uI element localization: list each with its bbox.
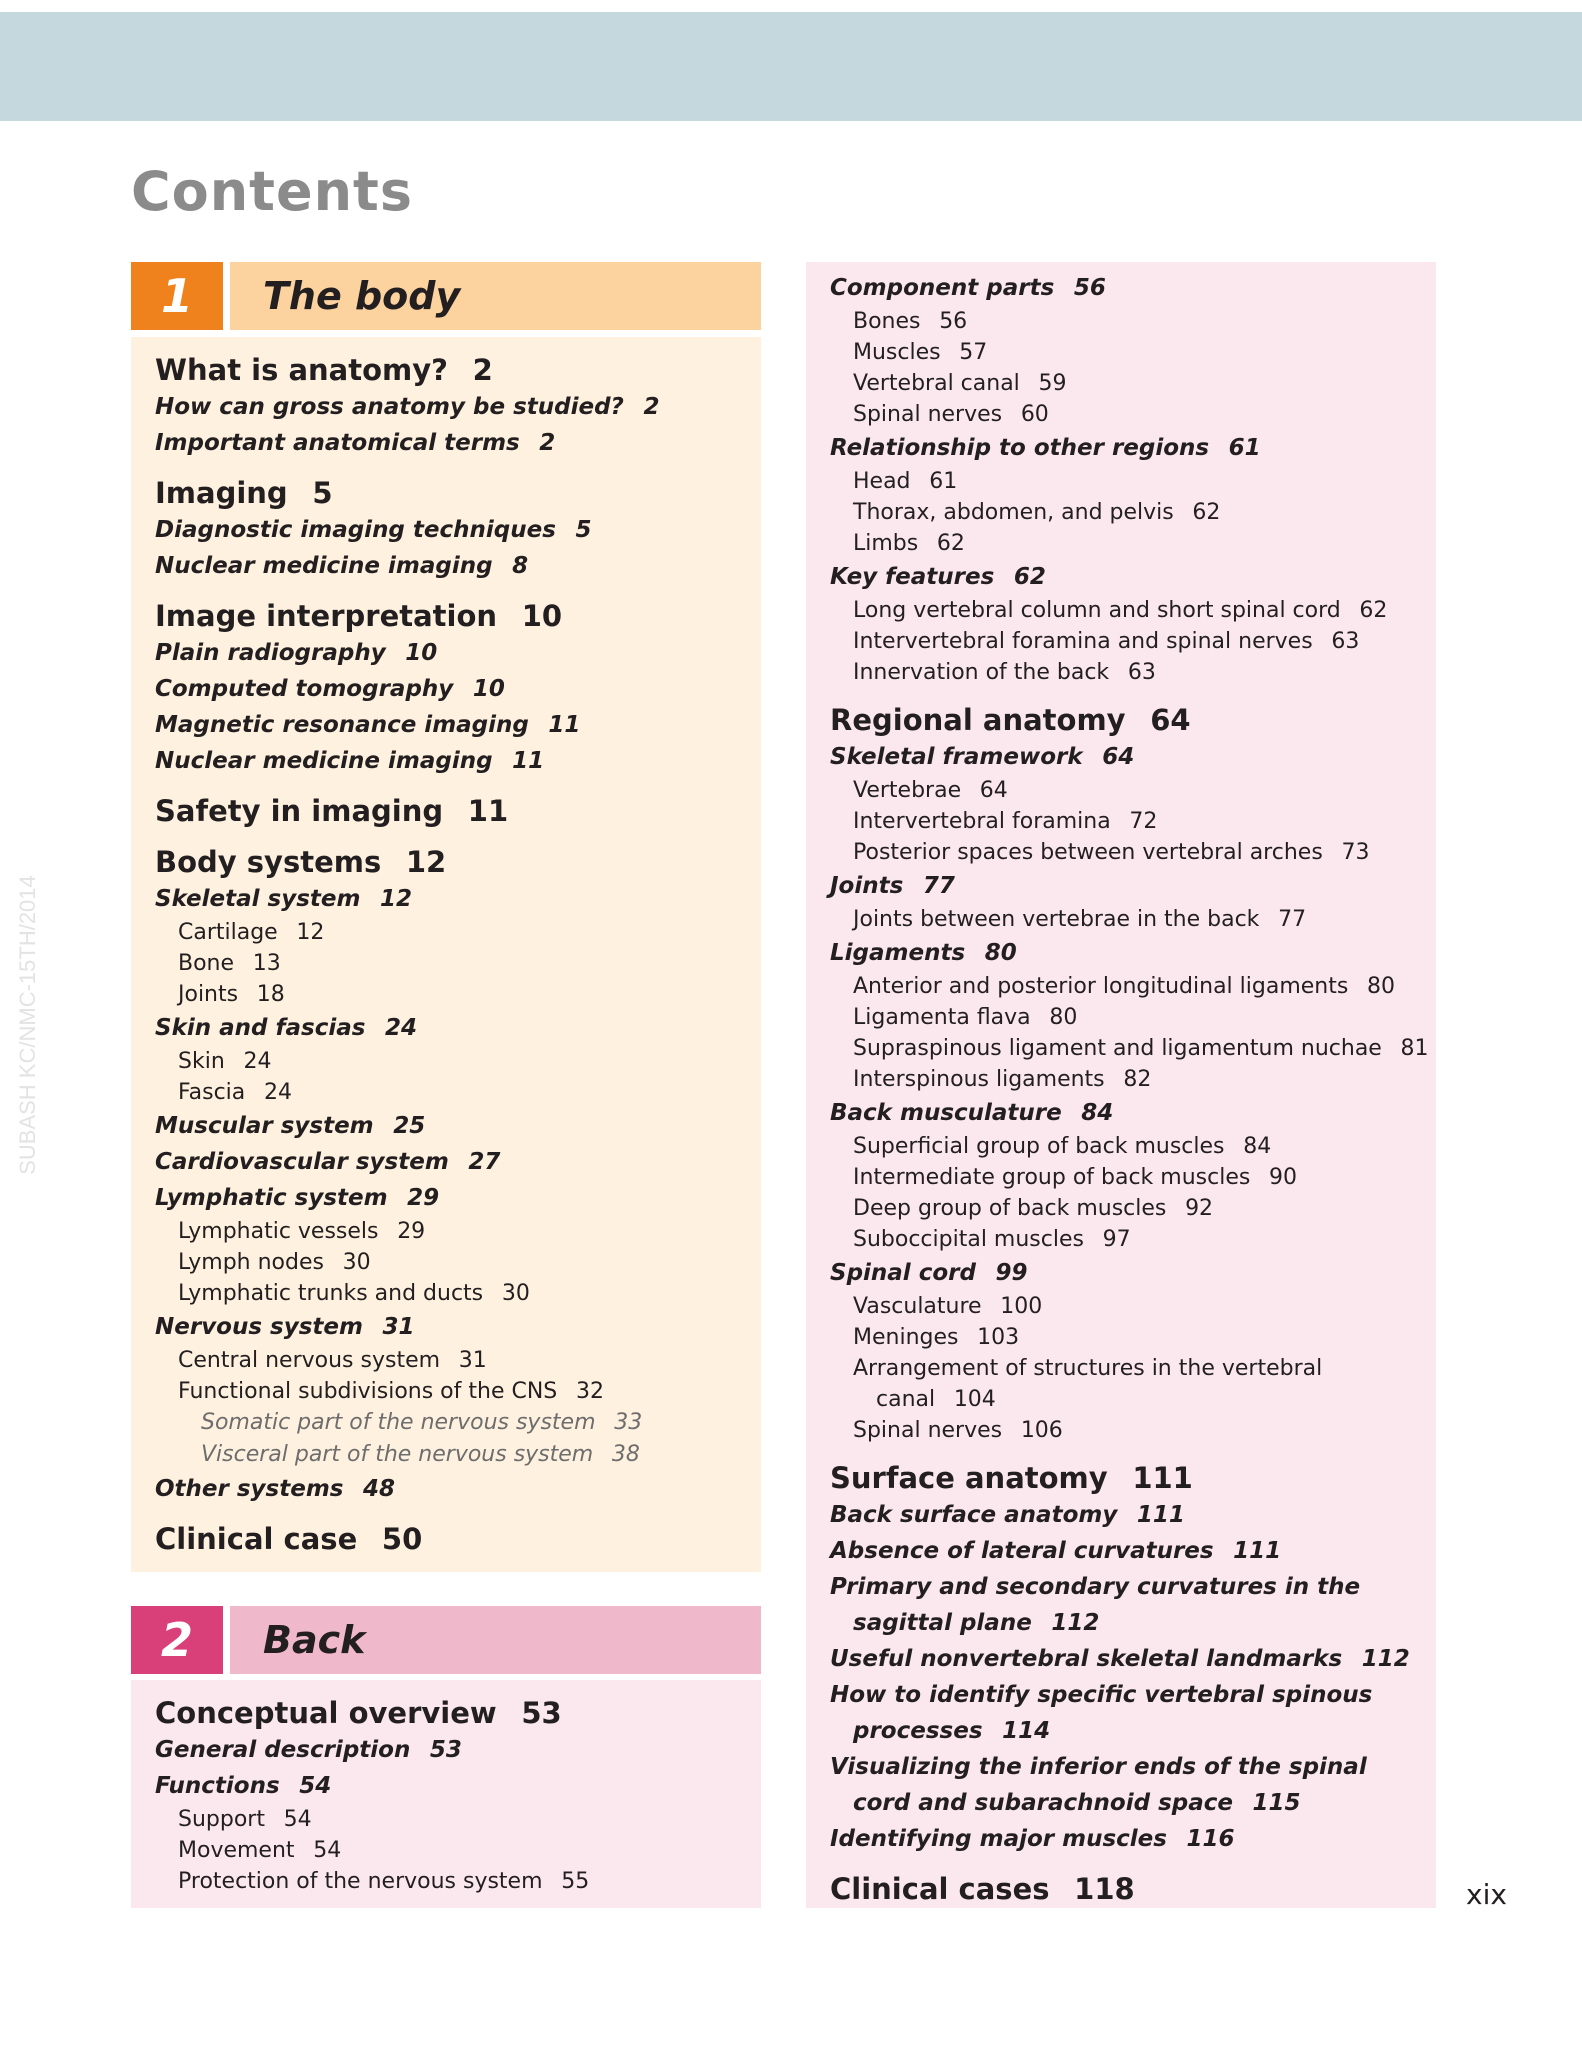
toc-entry-title: Lymphatic system: [155, 1185, 388, 1211]
toc-entry-title: Thorax, abdomen, and pelvis: [853, 500, 1174, 525]
toc-entry-page: 63: [1127, 660, 1156, 685]
toc-entry-title: Deep group of back muscles: [853, 1196, 1167, 1221]
toc-entry[interactable]: [830, 868, 1426, 904]
toc-entry-page: 31: [382, 1314, 415, 1340]
toc-entry-title: Joints: [178, 982, 239, 1007]
toc-entry-title: Relationship to other regions: [830, 435, 1210, 461]
toc-entry-page: 30: [342, 1250, 371, 1275]
toc-entry[interactable]: [830, 1569, 1426, 1641]
toc-entry[interactable]: [155, 474, 751, 512]
toc-entry-page: 80: [1367, 974, 1396, 999]
toc-entry-page: 2: [472, 353, 493, 387]
toc-entry-page: 82: [1123, 1067, 1152, 1092]
toc-entry[interactable]: [830, 806, 1426, 837]
toc-entry-title: Spinal nerves: [853, 1418, 1003, 1443]
toc-entry-title: Somatic part of the nervous system: [201, 1410, 596, 1435]
toc-entry-page: 62: [1013, 564, 1046, 590]
toc-entry-title: Ligamenta flava: [853, 1005, 1031, 1030]
toc-entry-page: 18: [256, 982, 285, 1007]
toc-entry[interactable]: [830, 1459, 1426, 1497]
toc-entry[interactable]: [155, 635, 751, 671]
chapter-2-contents-continued: [806, 262, 1436, 1908]
toc-entry-page: 30: [501, 1281, 530, 1306]
toc-entry[interactable]: [830, 368, 1426, 399]
toc-entry-page: 56: [939, 309, 968, 334]
toc-entry[interactable]: [155, 671, 751, 707]
toc-entry[interactable]: [155, 1010, 751, 1046]
toc-entry-title: Bone: [178, 951, 235, 976]
toc-entry-title: Lymphatic trunks and ducts: [178, 1281, 484, 1306]
page-title: Contents: [131, 160, 414, 223]
toc-entry-title: Identifying major muscles: [830, 1826, 1167, 1852]
toc-entry[interactable]: [830, 1322, 1426, 1353]
toc-entry-page: 61: [1228, 435, 1261, 461]
toc-entry-title: Cartilage: [178, 920, 278, 945]
toc-entry-page: 11: [548, 712, 581, 738]
toc-entry[interactable]: [830, 466, 1426, 497]
toc-entry-page: 25: [393, 1113, 426, 1139]
toc-entry-page: 56: [1073, 275, 1106, 301]
toc-entry-title: Magnetic resonance imaging: [155, 712, 529, 738]
watermark-text: SUBASH KC/NMC-15TH/2014: [15, 875, 40, 1175]
toc-entry[interactable]: [155, 1439, 751, 1471]
toc-entry-title: Surface anatomy: [830, 1461, 1108, 1495]
toc-entry[interactable]: [155, 1309, 751, 1345]
toc-entry-page: 29: [407, 1185, 440, 1211]
toc-entry-page: 63: [1331, 629, 1360, 654]
toc-entry-title: Meninges: [853, 1325, 959, 1350]
toc-entry-page: 62: [1192, 500, 1221, 525]
toc-entry-title: Computed tomography: [155, 676, 454, 702]
toc-entry-title: Limbs: [853, 531, 919, 556]
toc-entry-title: Vasculature: [853, 1294, 982, 1319]
page-number: xix: [1466, 1878, 1507, 1911]
toc-list: [155, 1680, 751, 1897]
toc-entry-title: Useful nonvertebral skeletal landmarks: [830, 1646, 1343, 1672]
toc-entry-page: 62: [1359, 598, 1388, 623]
toc-entry-page: 10: [521, 599, 563, 633]
toc-entry-page: 12: [296, 920, 325, 945]
toc-entry-page: 100: [1000, 1294, 1043, 1319]
toc-entry-title: Spinal nerves: [853, 402, 1003, 427]
toc-entry-title: Arrangement of structures in the vertebral canal: [853, 1356, 1323, 1412]
toc-entry-page: 10: [405, 640, 438, 666]
toc-entry-page: 73: [1341, 840, 1370, 865]
toc-entry-page: 114: [1002, 1718, 1051, 1744]
toc-entry-page: 11: [512, 748, 545, 774]
toc-entry[interactable]: [155, 1407, 751, 1439]
toc-entry-title: Absence of lateral curvatures: [830, 1538, 1214, 1564]
toc-entry[interactable]: [830, 337, 1426, 368]
toc-entry[interactable]: [155, 948, 751, 979]
toc-entry-title: Supraspinous ligament and ligamentum nuchae: [853, 1036, 1382, 1061]
toc-entry-title: Posterior spaces between vertebral arches: [853, 840, 1323, 865]
toc-entry[interactable]: [155, 1768, 751, 1804]
toc-entry-page: 2: [643, 394, 660, 420]
toc-entry[interactable]: [155, 351, 751, 389]
toc-entry-page: 54: [299, 1773, 332, 1799]
toc-entry-page: 5: [575, 517, 592, 543]
toc-entry[interactable]: [830, 1749, 1426, 1821]
toc-entry-page: 12: [380, 886, 413, 912]
toc-entry-title: Lymphatic vessels: [178, 1219, 379, 1244]
toc-entry[interactable]: [155, 597, 751, 635]
toc-entry-title: Spinal cord: [830, 1260, 976, 1286]
toc-entry[interactable]: [830, 837, 1426, 868]
toc-entry-page: 31: [458, 1348, 487, 1373]
toc-entry[interactable]: [830, 626, 1426, 657]
toc-entry[interactable]: [830, 1131, 1426, 1162]
toc-entry-title: Visceral part of the nervous system: [201, 1442, 594, 1467]
toc-entry-title: Innervation of the back: [853, 660, 1110, 685]
toc-entry-title: Nuclear medicine imaging: [155, 553, 493, 579]
toc-entry[interactable]: [155, 792, 751, 830]
toc-list: [830, 270, 1429, 1908]
toc-entry-title: Functions: [155, 1773, 280, 1799]
toc-entry[interactable]: [830, 1641, 1426, 1677]
toc-entry[interactable]: [830, 1415, 1426, 1446]
top-color-band: [0, 12, 1582, 121]
toc-entry[interactable]: [155, 707, 751, 743]
toc-entry-page: 2: [539, 430, 556, 456]
toc-entry-title: Body systems: [155, 845, 382, 879]
toc-entry-page: 59: [1038, 371, 1067, 396]
toc-entry[interactable]: [830, 1033, 1429, 1064]
toc-entry-title: Joints: [830, 873, 904, 899]
toc-entry[interactable]: [155, 1108, 751, 1144]
toc-entry-page: 27: [468, 1149, 501, 1175]
toc-entry[interactable]: [830, 430, 1426, 466]
toc-entry[interactable]: [155, 881, 751, 917]
toc-entry-page: 5: [312, 476, 333, 510]
toc-entry[interactable]: [830, 1497, 1426, 1533]
toc-entry-page: 13: [252, 951, 281, 976]
chapter-1-contents: [131, 337, 761, 1572]
toc-entry-page: 38: [611, 1442, 640, 1467]
toc-entry[interactable]: [155, 1866, 751, 1897]
toc-entry-title: Interspinous ligaments: [853, 1067, 1105, 1092]
toc-entry[interactable]: [830, 1095, 1426, 1131]
toc-entry-page: 64: [1150, 703, 1191, 737]
toc-entry-page: 32: [575, 1379, 604, 1404]
toc-entry[interactable]: [830, 1064, 1426, 1095]
toc-entry[interactable]: [155, 843, 751, 881]
toc-entry-title: Nervous system: [155, 1314, 363, 1340]
toc-entry[interactable]: [830, 1353, 1426, 1415]
toc-entry[interactable]: [155, 548, 751, 584]
toc-entry-title: Protection of the nervous system: [178, 1869, 543, 1894]
toc-entry[interactable]: [155, 1046, 751, 1077]
toc-entry[interactable]: [830, 559, 1426, 595]
toc-entry[interactable]: [155, 1077, 751, 1108]
toc-entry-title: Central nervous system: [178, 1348, 441, 1373]
toc-entry-title: Clinical cases: [830, 1872, 1050, 1906]
toc-entry-page: 11: [467, 794, 509, 828]
toc-entry[interactable]: [155, 512, 751, 548]
toc-entry-title: Movement: [178, 1838, 295, 1863]
toc-entry-title: Suboccipital muscles: [853, 1227, 1084, 1252]
toc-entry[interactable]: [830, 904, 1426, 935]
toc-entry[interactable]: [830, 306, 1426, 337]
toc-entry-title: Lymph nodes: [178, 1250, 324, 1275]
toc-entry-page: 118: [1074, 1872, 1135, 1906]
toc-entry-page: 10: [472, 676, 505, 702]
toc-entry[interactable]: [830, 657, 1426, 688]
toc-entry[interactable]: [830, 1255, 1426, 1291]
toc-entry-title: Conceptual overview: [155, 1696, 497, 1730]
toc-entry-page: 90: [1269, 1165, 1298, 1190]
toc-entry-title: Safety in imaging: [155, 794, 444, 828]
toc-entry-page: 112: [1361, 1646, 1410, 1672]
toc-entry-page: 116: [1186, 1826, 1235, 1852]
toc-entry-title: What is anatomy?: [155, 353, 448, 387]
toc-entry-page: 92: [1185, 1196, 1214, 1221]
toc-entry-page: 57: [959, 340, 988, 365]
toc-entry-title: How can gross anatomy be studied?: [155, 394, 624, 420]
toc-entry[interactable]: [155, 1694, 751, 1732]
toc-entry-title: Ligaments: [830, 940, 966, 966]
toc-entry-page: 24: [263, 1080, 292, 1105]
toc-entry[interactable]: [155, 743, 751, 779]
chapter-2-header[interactable]: [131, 1606, 761, 1674]
toc-entry-title: How to identify specific vertebral spinous processes: [830, 1682, 1373, 1744]
toc-entry[interactable]: [155, 1804, 751, 1835]
toc-entry-page: 53: [521, 1696, 562, 1730]
toc-entry-page: 55: [561, 1869, 590, 1894]
toc-entry-page: 111: [1136, 1502, 1185, 1528]
toc-entry[interactable]: [830, 528, 1426, 559]
toc-entry-title: Image interpretation: [155, 599, 498, 633]
toc-entry-page: 54: [283, 1807, 312, 1832]
toc-entry-page: 54: [313, 1838, 342, 1863]
toc-entry[interactable]: [155, 917, 751, 948]
toc-entry-page: 24: [243, 1049, 272, 1074]
toc-entry[interactable]: [830, 1193, 1426, 1224]
toc-entry-title: Cardiovascular system: [155, 1149, 449, 1175]
toc-entry-page: 77: [922, 873, 955, 899]
toc-entry-page: 103: [977, 1325, 1020, 1350]
toc-entry-page: 61: [929, 469, 958, 494]
toc-entry-title: Skin and fascias: [155, 1015, 366, 1041]
toc-entry-title: Back musculature: [830, 1100, 1062, 1126]
toc-entry-page: 24: [384, 1015, 417, 1041]
toc-entry-page: 84: [1243, 1134, 1272, 1159]
toc-entry-title: Nuclear medicine imaging: [155, 748, 493, 774]
toc-entry-page: 53: [429, 1737, 462, 1763]
toc-entry-title: Head: [853, 469, 911, 494]
toc-entry-page: 48: [363, 1476, 396, 1502]
toc-entry-title: Joints between vertebrae in the back: [853, 907, 1260, 932]
chapter-number: 2: [131, 1606, 223, 1674]
toc-entry-title: Component parts: [830, 275, 1055, 301]
toc-entry-page: 112: [1051, 1610, 1100, 1636]
chapter-number: 1: [131, 262, 223, 330]
toc-entry[interactable]: [830, 739, 1426, 775]
toc-entry-title: Functional subdivisions of the CNS: [178, 1379, 558, 1404]
toc-entry-page: 72: [1129, 809, 1158, 834]
toc-entry-page: 106: [1020, 1418, 1063, 1443]
toc-entry[interactable]: [155, 1376, 751, 1407]
toc-entry-title: Vertebral canal: [853, 371, 1020, 396]
toc-entry[interactable]: [830, 1677, 1426, 1749]
toc-entry-page: 97: [1102, 1227, 1131, 1252]
toc-entry[interactable]: [830, 1002, 1426, 1033]
toc-entry[interactable]: [830, 1162, 1426, 1193]
toc-entry-title: Muscles: [853, 340, 941, 365]
toc-entry-title: Imaging: [155, 476, 288, 510]
toc-entry[interactable]: [155, 979, 751, 1010]
toc-entry-title: Diagnostic imaging techniques: [155, 517, 556, 543]
toc-entry-title: Clinical case: [155, 1522, 358, 1556]
toc-entry-title: Vertebrae: [853, 778, 962, 803]
toc-entry-title: Visualizing the inferior ends of the spinal cord and subarachnoid space: [830, 1754, 1367, 1816]
toc-entry[interactable]: [830, 1870, 1426, 1908]
toc-entry-title: Other systems: [155, 1476, 344, 1502]
toc-entry[interactable]: [830, 775, 1426, 806]
toc-entry-page: 80: [1049, 1005, 1078, 1030]
toc-entry-page: 33: [614, 1410, 643, 1435]
toc-entry-title: Skeletal system: [155, 886, 361, 912]
toc-entry[interactable]: [155, 389, 751, 425]
toc-entry-page: 99: [995, 1260, 1028, 1286]
toc-entry-title: Anterior and posterior longitudinal ligaments: [853, 974, 1349, 999]
toc-entry-title: Muscular system: [155, 1113, 374, 1139]
toc-entry[interactable]: [155, 1345, 751, 1376]
toc-entry-page: 77: [1278, 907, 1307, 932]
toc-entry[interactable]: [155, 1471, 751, 1507]
toc-entry-page: 81: [1400, 1036, 1429, 1061]
toc-entry[interactable]: [830, 971, 1426, 1002]
toc-entry[interactable]: [830, 1224, 1426, 1255]
toc-entry-title: Skeletal framework: [830, 744, 1083, 770]
toc-entry[interactable]: [155, 425, 751, 461]
toc-entry[interactable]: [830, 595, 1426, 626]
toc-entry-page: 29: [397, 1219, 426, 1244]
toc-list: [155, 337, 751, 1558]
toc-entry-title: Back surface anatomy: [830, 1502, 1118, 1528]
toc-entry[interactable]: [155, 1278, 751, 1309]
toc-entry-title: Long vertebral column and short spinal cord: [853, 598, 1341, 623]
toc-entry-title: Intervertebral foramina and spinal nerves: [853, 629, 1313, 654]
toc-entry-page: 84: [1081, 1100, 1114, 1126]
toc-entry[interactable]: [155, 1180, 751, 1216]
toc-entry[interactable]: [155, 1247, 751, 1278]
toc-entry-title: Fascia: [178, 1080, 246, 1105]
toc-entry[interactable]: [155, 1216, 751, 1247]
toc-entry[interactable]: [830, 1291, 1426, 1322]
toc-entry[interactable]: [830, 1533, 1426, 1569]
toc-entry-page: 80: [984, 940, 1017, 966]
toc-entry[interactable]: [155, 1732, 751, 1768]
toc-entry-page: 104: [953, 1387, 996, 1412]
toc-entry[interactable]: [830, 270, 1426, 306]
toc-entry[interactable]: [155, 1520, 751, 1558]
toc-entry-page: 50: [381, 1522, 423, 1556]
toc-entry-title: Superficial group of back muscles: [853, 1134, 1225, 1159]
toc-entry-page: 60: [1020, 402, 1049, 427]
toc-entry-title: Plain radiography: [155, 640, 386, 666]
toc-entry-page: 12: [405, 845, 447, 879]
toc-entry-page: 64: [979, 778, 1008, 803]
toc-entry-title: Important anatomical terms: [155, 430, 520, 456]
toc-entry[interactable]: [155, 1835, 751, 1866]
toc-entry-title: Intervertebral foramina: [853, 809, 1111, 834]
chapter-title: Back: [263, 1618, 366, 1662]
toc-entry[interactable]: [830, 935, 1426, 971]
toc-entry-title: Support: [178, 1807, 265, 1832]
toc-entry[interactable]: [830, 701, 1426, 739]
toc-entry-title: Skin: [178, 1049, 225, 1074]
toc-entry-title: Intermediate group of back muscles: [853, 1165, 1251, 1190]
chapter-1-header[interactable]: [131, 262, 761, 330]
toc-entry-page: 8: [512, 553, 529, 579]
toc-entry-page: 111: [1132, 1461, 1193, 1495]
toc-entry[interactable]: [830, 497, 1426, 528]
chapter-title: The body: [263, 274, 461, 318]
toc-entry-title: Bones: [853, 309, 921, 334]
toc-entry-title: General description: [155, 1737, 411, 1763]
toc-entry-page: 64: [1102, 744, 1135, 770]
toc-entry-title: Regional anatomy: [830, 703, 1126, 737]
toc-entry[interactable]: [830, 1821, 1426, 1857]
toc-entry-page: 111: [1233, 1538, 1282, 1564]
toc-entry-page: 115: [1252, 1790, 1301, 1816]
toc-entry[interactable]: [155, 1144, 751, 1180]
chapter-2-contents: [131, 1680, 761, 1908]
toc-entry-title: Primary and secondary curvatures in the sagittal plane: [830, 1574, 1361, 1636]
toc-entry-title: Key features: [830, 564, 995, 590]
toc-entry-page: 62: [936, 531, 965, 556]
toc-entry[interactable]: [830, 399, 1426, 430]
